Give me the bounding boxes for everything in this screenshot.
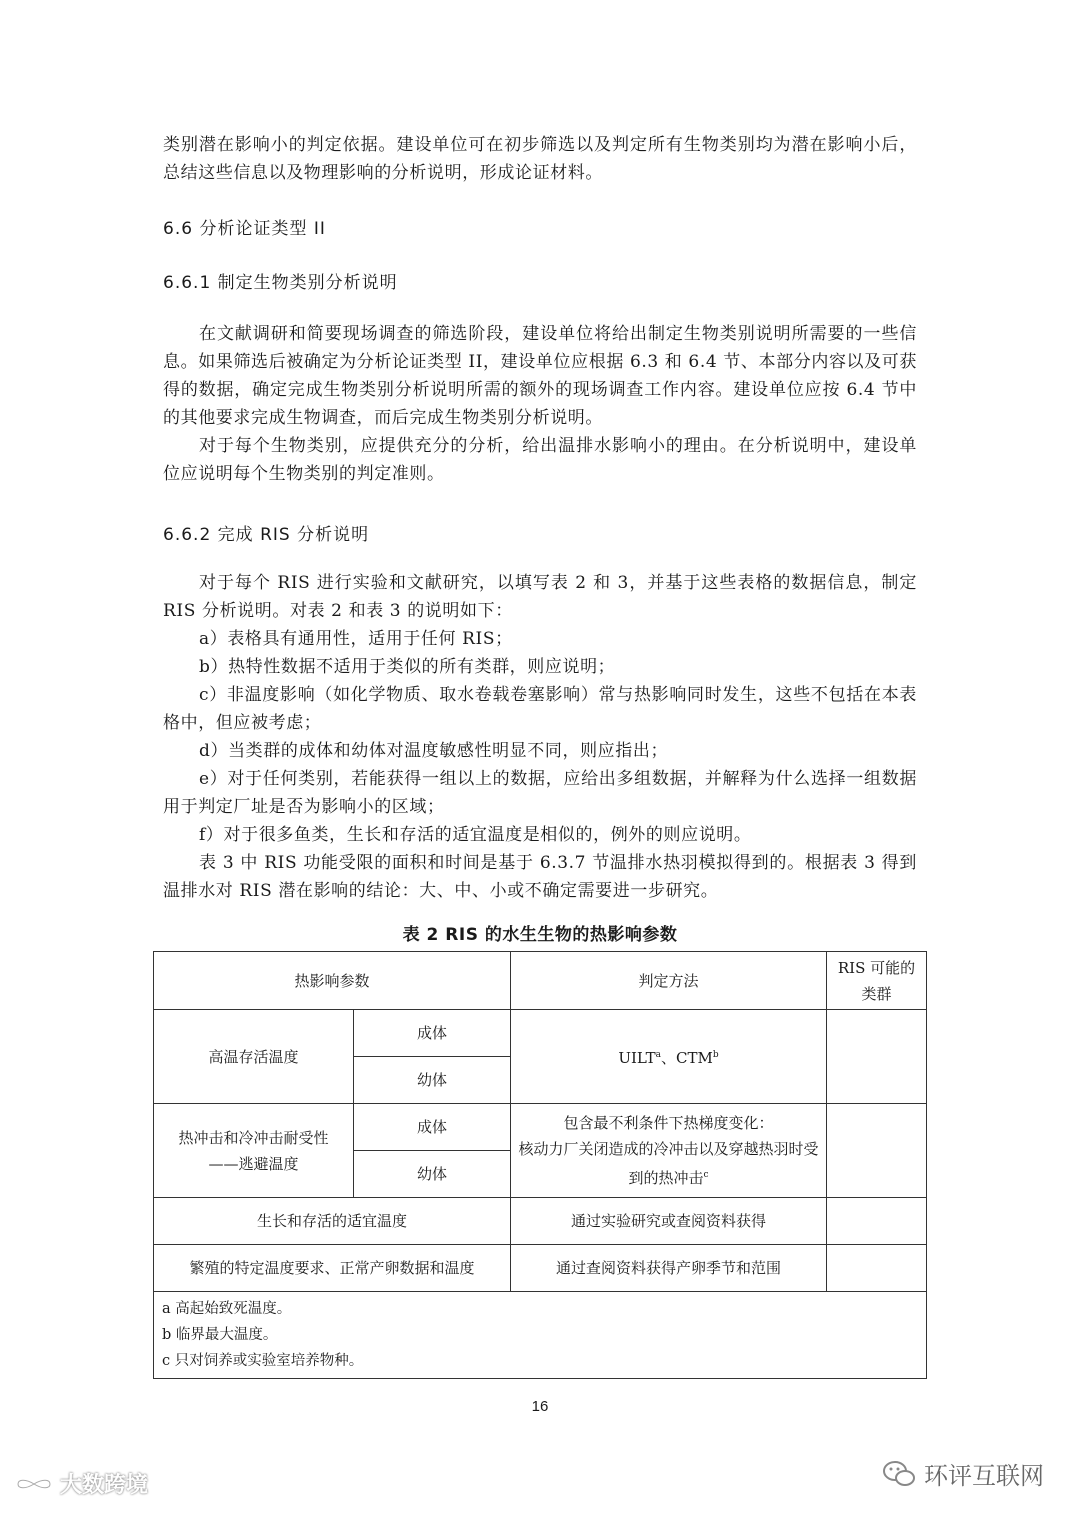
cell-growth-label: 生长和存活的适宜温度 <box>154 1198 511 1245</box>
cell-juvenile: 幼体 <box>354 1151 511 1198</box>
table-row <box>154 1104 927 1151</box>
paragraph-6-6-2-a: 对于每个 RIS 进行实验和文献研究，以填写表 2 和 3，并基于这些表格的数据信息，制定 RIS 分析说明。对表 2 和表 3 的说明如下： <box>163 573 917 621</box>
heading-6-6-1: 6.6.1 制定生物类别分析说明 <box>163 273 398 293</box>
list-item: c）非温度影响（如化学物质、取水卷载卷塞影响）常与热影响同时发生，这些不包括在本表格中，但应被考虑； <box>163 685 917 733</box>
cell-high-temp-label: 高温存活温度 <box>154 1010 354 1104</box>
note-c: c 只对饲养或实验室培养物种。 <box>162 1353 364 1369</box>
header-method: 判定方法 <box>511 952 827 1010</box>
header-param: 热影响参数 <box>154 952 511 1010</box>
watermark-left <box>14 1468 148 1499</box>
cell-high-temp-taxa <box>827 1010 927 1104</box>
section-6-6-2-body <box>163 569 917 905</box>
footnote-a-marker: a <box>655 1050 662 1060</box>
uilt-text: UILT <box>618 1049 656 1067</box>
list-item: f）对于很多鱼类，生长和存活的适宜温度是相似的，例外的则应说明。 <box>199 825 752 845</box>
cell-growth-taxa <box>827 1198 927 1245</box>
table-header-row <box>154 952 927 1010</box>
list-item: d）当类群的成体和幼体对温度敏感性明显不同，则应指出； <box>199 741 669 761</box>
header-taxa: RIS 可能的类群 <box>827 952 927 1010</box>
section-6-6-1 <box>163 268 917 293</box>
table-caption: 表 2 RIS 的水生生物的热影响参数 <box>402 925 678 945</box>
paragraph-6-6-1-a: 在文献调研和简要现场调查的筛选阶段，建设单位将给出制定生物类别说明所需要的一些信息。如果筛选后被确定为分析论证类型 II，建设单位应根据 6.3 和 6.4 节、本部分内容以及可获得的数据，确定完成生物类别分析说明所需的额外的现场调查工作内容。建设单位应按 6.4 节中的其他要求完成生物调查，而后完成生物类别分析说明。 <box>163 324 917 428</box>
paragraph-6-6-1-b: 对于每个生物类别，应提供充分的分析，给出温排水影响小的理由。在分析说明中，建设单位应说明每个生物类别的判定准则。 <box>163 436 917 484</box>
shock-method-line1: 包含最不利条件下热梯度变化： <box>563 1114 774 1132</box>
section-6-6-2 <box>163 520 917 545</box>
list-item: e）对于任何类别，若能获得一组以上的数据，应给出多组数据，并解释为什么选择一组数据用于判定厂址是否为影响小的区域； <box>163 769 917 817</box>
table-row <box>154 1245 927 1292</box>
cell-shock-taxa <box>827 1104 927 1198</box>
cell-growth-method: 通过实验研究或查阅资料获得 <box>511 1198 827 1245</box>
watermark-left-text: 大数跨境 <box>60 1473 149 1498</box>
table-notes <box>154 1292 927 1379</box>
cell-adult: 成体 <box>354 1010 511 1057</box>
cell-juvenile: 幼体 <box>354 1057 511 1104</box>
cell-adult: 成体 <box>354 1104 511 1151</box>
shock-label-line1: 热冲击和冷冲击耐受性 <box>178 1128 329 1147</box>
shock-method-line2: 核动力厂关闭造成的冷冲击以及穿越热羽时受到的热冲击 <box>518 1140 819 1187</box>
footnote-b-marker: b <box>712 1050 719 1060</box>
wechat-icon <box>882 1460 916 1488</box>
table-notes-row <box>154 1292 927 1379</box>
cell-spawn-method: 通过查阅资料获得产卵季节和范围 <box>511 1245 827 1292</box>
page-number: 16 <box>531 1398 549 1415</box>
thermal-parameter-table <box>153 951 927 1379</box>
paragraph-6-6-2-b: 表 3 中 RIS 功能受限的面积和时间是基于 6.3.7 节温排水热羽模拟得到的。根据表 3 得到温排水对 RIS 潜在影响的结论：大、中、小或不确定需要进一步研究。 <box>163 853 917 901</box>
watermark-right <box>882 1456 1044 1491</box>
cell-high-temp-method <box>511 1010 827 1104</box>
heading-6-6: 6.6 分析论证类型 II <box>163 219 326 239</box>
table-row <box>154 1198 927 1245</box>
infinity-logo-icon <box>14 1473 54 1495</box>
heading-6-6-2: 6.6.2 完成 RIS 分析说明 <box>163 525 370 545</box>
footnote-c-marker: c <box>703 1170 709 1180</box>
note-b: b 临界最大温度。 <box>162 1327 278 1343</box>
intro-block <box>163 131 917 187</box>
shock-label-line2: ——逃避温度 <box>208 1154 299 1173</box>
list-item: a）表格具有通用性，适用于任何 RIS； <box>199 629 513 649</box>
section-6-6 <box>163 214 917 239</box>
watermark-right-text: 环评互联网 <box>924 1462 1044 1490</box>
table-row <box>154 1010 927 1057</box>
section-6-6-1-body <box>163 320 917 488</box>
intro-paragraph: 类别潜在影响小的判定依据。建设单位可在初步筛选以及判定所有生物类别均为潜在影响小后，总结这些信息以及物理影响的分析说明，形成论证材料。 <box>163 135 917 183</box>
cell-spawn-label: 繁殖的特定温度要求、正常产卵数据和温度 <box>154 1245 511 1292</box>
list-item: b）热特性数据不适用于类似的所有类群，则应说明； <box>199 657 616 677</box>
ctm-text: 、CTM <box>661 1049 713 1067</box>
shock-method-line2-wrap <box>517 1136 820 1191</box>
note-a: a 高起始致死温度。 <box>162 1301 292 1317</box>
cell-shock-label <box>154 1104 354 1198</box>
cell-spawn-taxa <box>827 1245 927 1292</box>
cell-shock-method <box>511 1104 827 1198</box>
